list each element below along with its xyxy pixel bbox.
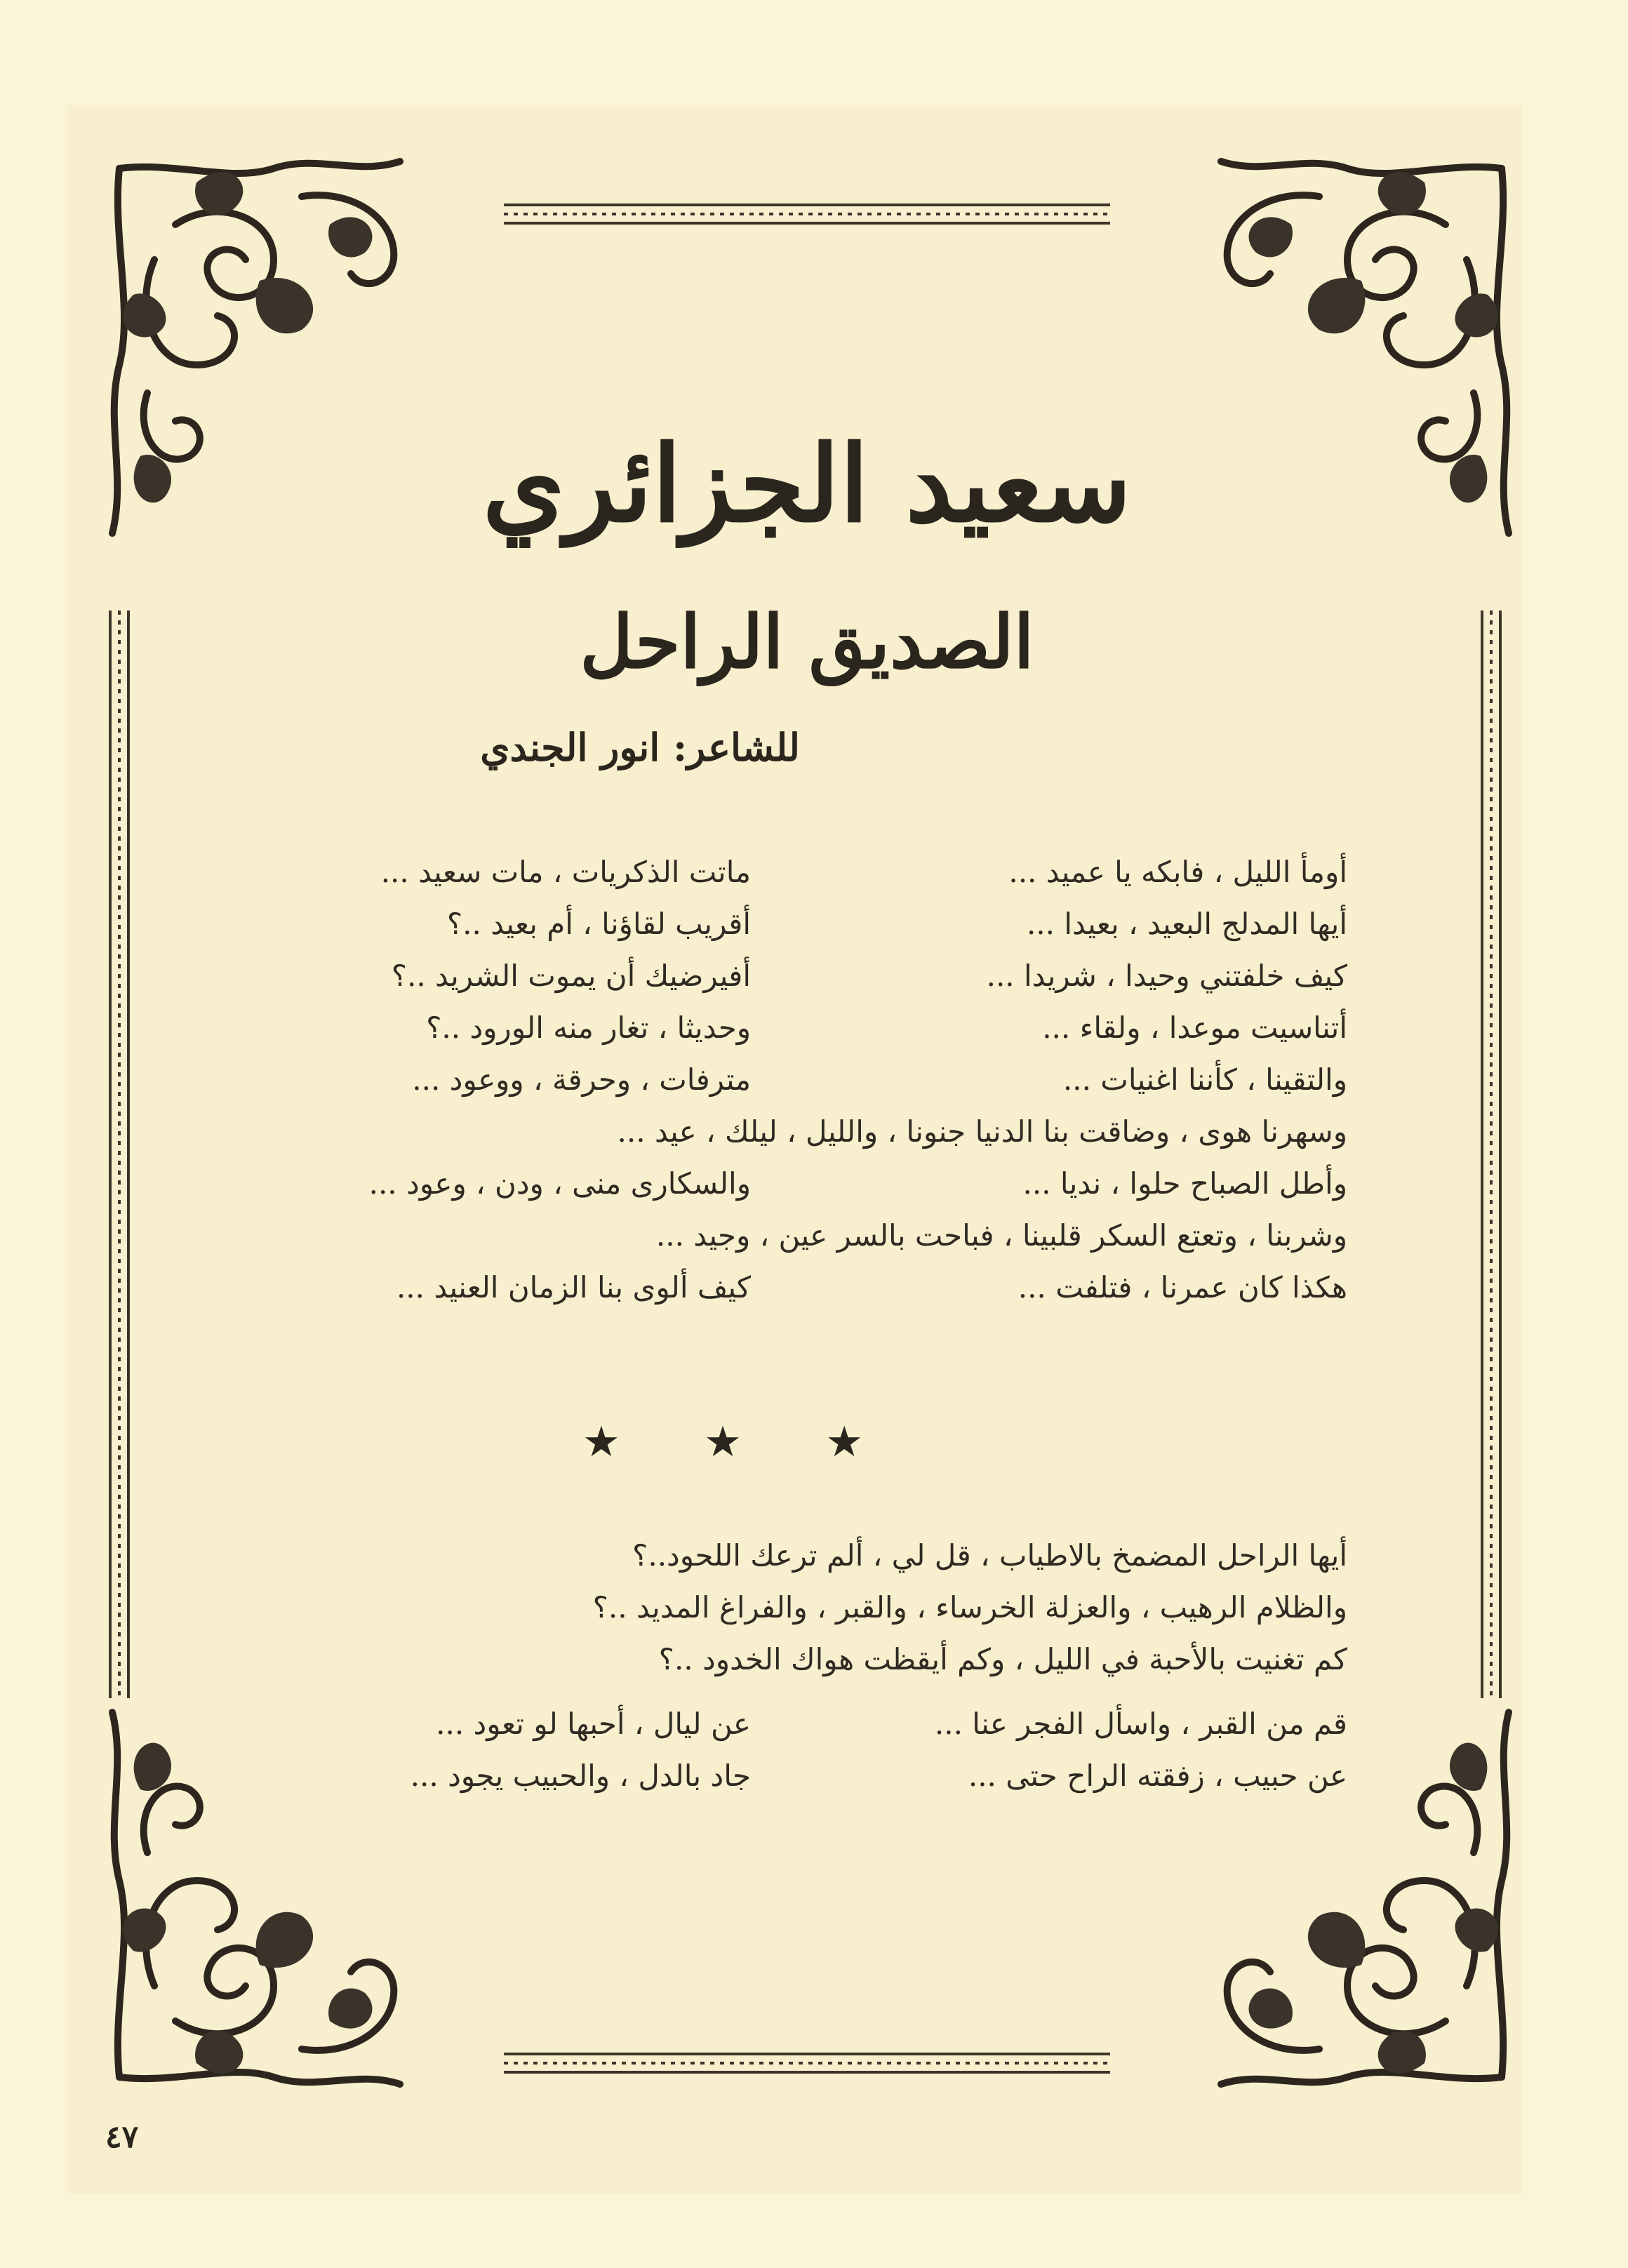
- star-icon: ★: [825, 1418, 863, 1467]
- verse-first-hemistich: أومأ الليل ، فابكه يا عميد ...: [1008, 855, 1347, 889]
- verse-line: [274, 1002, 1347, 1054]
- left-border-rule: [109, 611, 130, 1698]
- verse-first-hemistich: أيها المدلج البعيد ، بعيدا ...: [1026, 907, 1347, 941]
- verse-line: [274, 1054, 1347, 1106]
- verse-line: [274, 1750, 1347, 1802]
- right-border-rule: [1481, 611, 1502, 1698]
- bottom-border-rule: [504, 2053, 1110, 2074]
- verse-first-hemistich: هكذا كان عمرنا ، فتلفت ...: [1018, 1270, 1347, 1305]
- verse-first-hemistich: أتناسيت موعدا ، ولقاء ...: [1042, 1010, 1347, 1045]
- verse-second-hemistich: ماتت الذكريات ، مات سعيد ...: [380, 855, 751, 889]
- page-number: ٤٧: [105, 2119, 139, 2155]
- verse-full-line: أيها الراحل المضمخ بالاطياب ، قل لي ، ألم ترعك اللحود..؟: [632, 1538, 1347, 1573]
- poem-subtitle: الصديق الراحل: [580, 599, 1034, 685]
- poet-byline: للشاعر: انور الجندي: [480, 725, 800, 770]
- verse-second-hemistich: أفيرضيك أن يموت الشريد ..؟: [391, 959, 751, 993]
- verse-first-hemistich: والتقينا ، كأننا اغنيات ...: [1062, 1062, 1347, 1097]
- verse-line: [274, 1210, 1347, 1262]
- verse-full-line: والظلام الرهيب ، والعزلة الخرساء ، والقبر ، والفراغ المديد ..؟: [592, 1590, 1347, 1625]
- verse-line: [274, 898, 1347, 950]
- section-divider-stars: [582, 1418, 863, 1467]
- verse-line: [274, 950, 1347, 1002]
- verse-first-hemistich: عن حبيب ، زفقته الراح حتى ...: [968, 1759, 1347, 1793]
- verse-first-hemistich: وأطل الصباح حلوا ، نديا ...: [1022, 1166, 1347, 1201]
- top-border-rule: [504, 204, 1110, 225]
- verse-line: [274, 1106, 1347, 1158]
- verse-first-hemistich: كيف خلفتني وحيدا ، شريدا ...: [986, 959, 1347, 993]
- verse-second-hemistich: والسكارى منى ، ودن ، وعود ...: [368, 1166, 751, 1201]
- verse-full-line: كم تغنيت بالأحبة في الليل ، وكم أيقظت هواك الخدود ..؟: [658, 1642, 1347, 1676]
- verse-second-hemistich: جاد بالدل ، والحبيب يجود ...: [410, 1759, 751, 1793]
- star-icon: ★: [704, 1418, 742, 1467]
- verse-line: [274, 1698, 1347, 1750]
- verse-line: [274, 846, 1347, 898]
- verse-second-hemistich: كيف ألوى بنا الزمان العنيد ...: [396, 1270, 751, 1305]
- star-icon: ★: [582, 1418, 620, 1467]
- poem-title: سعيد الجزائري: [482, 422, 1132, 546]
- verse-second-hemistich: أقريب لقاؤنا ، أم بعيد ..؟: [446, 907, 751, 941]
- verse-full-line: وشربنا ، وتعتع السكر قلبينا ، فباحت بالسر عين ، وجيد ...: [655, 1218, 1347, 1253]
- verse-second-hemistich: وحديثا ، تغار منه الورود ..؟: [426, 1010, 751, 1045]
- verse-second-hemistich: عن ليال ، أحبها لو تعود ...: [436, 1707, 751, 1741]
- verse-line: [274, 1158, 1347, 1210]
- verse-line: [274, 1262, 1347, 1314]
- verse-line: [274, 1634, 1347, 1686]
- verse-full-line: وسهرنا هوى ، وضاقت بنا الدنيا جنونا ، والليل ، ليلك ، عيد ...: [617, 1114, 1347, 1149]
- verse-second-hemistich: مترفات ، وحرقة ، ووعود ...: [412, 1062, 751, 1097]
- verse-line: [274, 1530, 1347, 1582]
- verse-first-hemistich: قم من القبر ، واسأل الفجر عنا ...: [934, 1707, 1347, 1741]
- verse-line: [274, 1582, 1347, 1634]
